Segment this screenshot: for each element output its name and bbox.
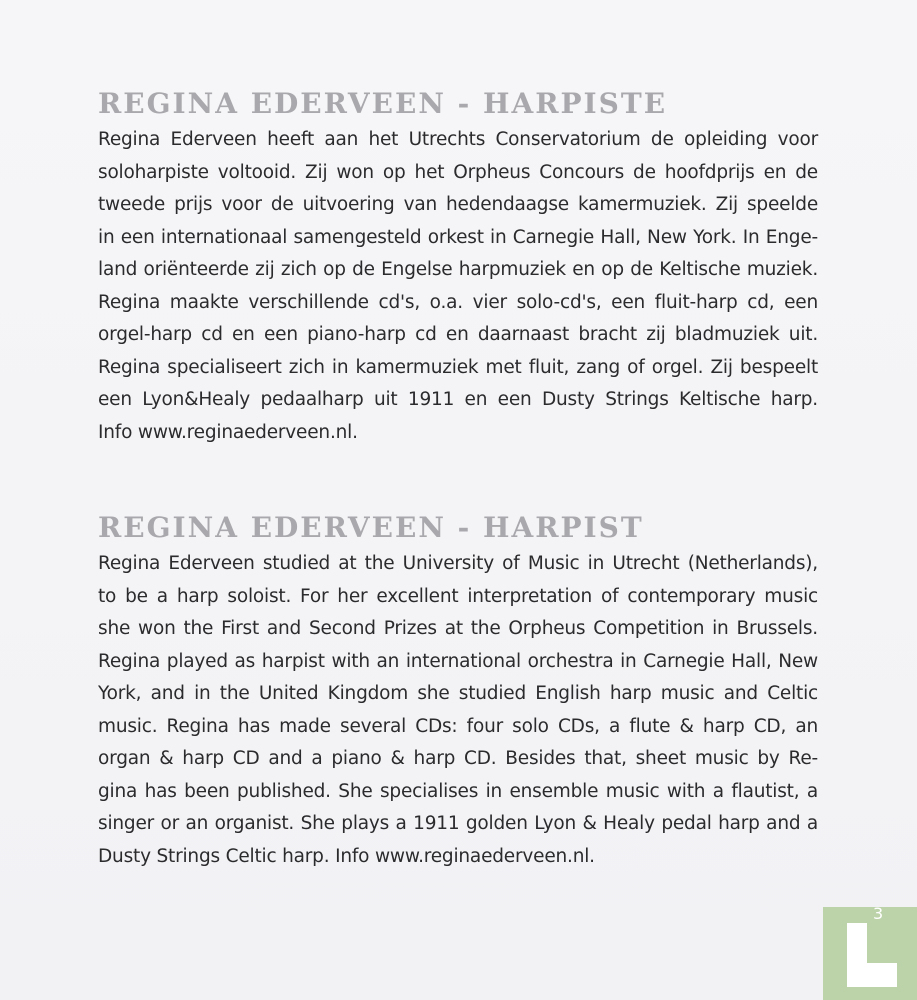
text-line: she won the First and Second Prizes at the Orpheus Competition in Brussels. (98, 618, 818, 639)
text-line: een Lyon&Healy pedaalharp uit 1911 en een Dusty Strings Keltische harp. (98, 389, 818, 410)
text-line: orgel-harp cd en een piano-harp cd en daarnaast bracht zij bladmuziek uit. (98, 324, 818, 345)
body-english (98, 548, 818, 873)
text-line: York, and in the United Kingdom she studied English harp music and Celtic (98, 683, 818, 704)
text-line: singer or an organist. She plays a 1911 golden Lyon & Healy pedal harp and a (98, 813, 818, 834)
text-line: Regina Ederveen studied at the University of Music in Utrecht (Netherlands), (98, 553, 818, 574)
text-line: Dusty Strings Celtic harp. Info www.reginaederveen.nl. (98, 845, 595, 867)
text-line: to be a harp soloist. For her excellent interpretation of contemporary music (98, 585, 818, 607)
text-line: Info www.reginaederveen.nl. (98, 421, 358, 443)
text-line: land oriënteerde zij zich op de Engelse harpmuziek en op de Keltische muziek. (98, 259, 818, 280)
heading-dutch: REGINA EDERVEEN - HARPISTE (98, 87, 668, 120)
text-line: music. Regina has made several CDs: four solo CDs, a flute & harp CD, an (98, 715, 818, 737)
corner-logo-icon (823, 907, 917, 1000)
text-line: gina has been published. She specialises in ensemble music with a flautist, a (98, 780, 818, 802)
text-line: in een internationaal samengesteld orkest in Carnegie Hall, New York. In Enge- (98, 226, 818, 248)
l-shape-icon (823, 907, 917, 1000)
body-dutch (98, 124, 818, 449)
biography-english (98, 510, 818, 873)
text-line: soloharpiste voltooid. Zij won op het Orpheus Concours de hoofdprijs en de (98, 161, 818, 183)
heading-english: REGINA EDERVEEN - HARPIST (98, 511, 644, 544)
text-line: tweede prijs voor de uitvoering van hedendaagse kamermuziek. Zij speelde (98, 194, 818, 215)
text-line: Regina Ederveen heeft aan het Utrechts Conservatorium de opleiding voor (98, 129, 818, 150)
text-line: Regina maakte verschillende cd's, o.a. vier solo-cd's, een fluit-harp cd, een (98, 291, 818, 313)
text-line: Regina specialiseert zich in kamermuziek met fluit, zang of orgel. Zij bespeelt (98, 356, 818, 378)
text-line: organ & harp CD and a piano & harp CD. Besides that, sheet music by Re- (98, 748, 818, 769)
biography-dutch (98, 86, 818, 449)
text-line: Regina played as harpist with an international orchestra in Carnegie Hall, New (98, 650, 818, 672)
page-number: 3 (873, 904, 884, 923)
